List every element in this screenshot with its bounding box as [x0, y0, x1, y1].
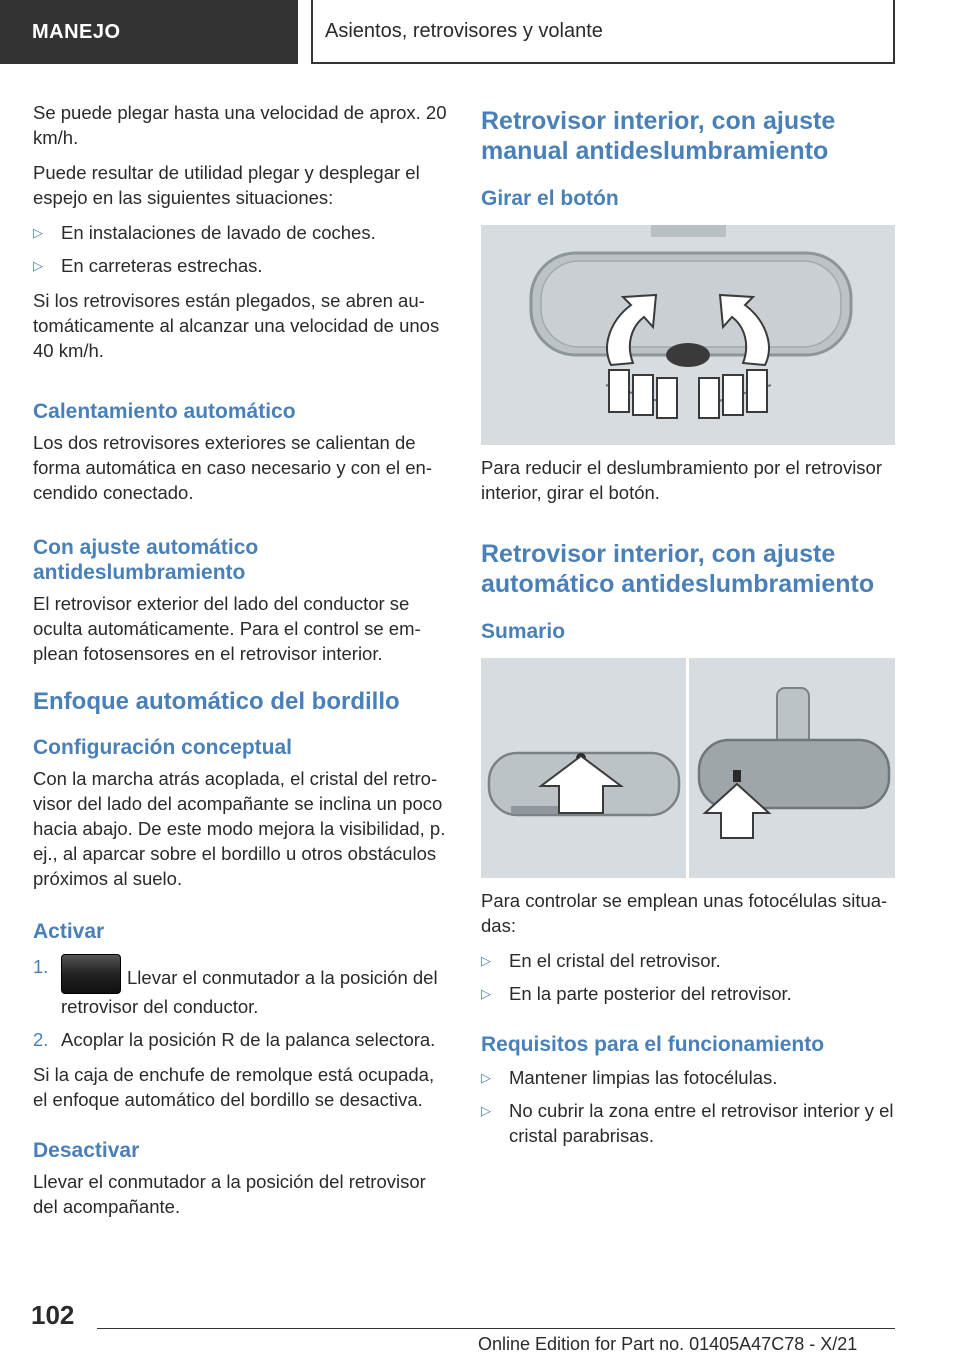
photocell-illustration	[481, 658, 895, 878]
mirror-back-photo	[689, 658, 895, 878]
triangle-bullet-icon: ▷	[481, 986, 491, 1001]
heading-curb: Enfoque automático del bordillo	[33, 688, 400, 715]
bullet-list	[33, 220, 451, 278]
section-label: MANEJO	[32, 20, 121, 43]
paragraph: Si los retrovisores están plegados, se abren automáticamente al alcanzar una velocidad de unos 40 km/h.	[33, 290, 440, 361]
triangle-bullet-icon: ▷	[481, 1070, 491, 1085]
heading-activate: Activar	[33, 920, 105, 943]
list-item: ▷ No cubrir la zona entre el retrovisor interior y el cristal parabrisas.	[481, 1100, 894, 1146]
triangle-bullet-icon: ▷	[481, 1103, 491, 1118]
list-item: ▷ En el cristal del retrovisor.	[481, 950, 721, 971]
left-column	[33, 100, 451, 1229]
triangle-bullet-icon: ▷	[33, 258, 43, 273]
paragraph: Puede resultar de utilidad plegar y desplegar el espejo en las siguientes situaciones:	[33, 162, 420, 208]
paragraph: Se puede plegar hasta una velocidad de aprox. 20 km/h.	[33, 102, 447, 148]
right-column	[481, 100, 897, 1158]
chapter-title: Asientos, retrovisores y volante	[325, 19, 603, 42]
paragraph: El retrovisor exterior del lado del conductor se oculta automáticamente. Para el control se emplean fotosensores en el retrovisor interior.	[33, 593, 421, 664]
heading-turn-button: Girar el botón	[481, 187, 619, 210]
edition-note: Online Edition for Part no. 01405A47C78 - X/21	[478, 1334, 858, 1354]
bullet-list	[481, 1065, 897, 1148]
list-item: ▷ En instalaciones de lavado de coches.	[33, 222, 376, 243]
heading-summary: Sumario	[481, 620, 566, 643]
heading-requirements: Requisitos para el funcionamiento	[481, 1033, 825, 1056]
list-item: ▷ En la parte posterior del retrovisor.	[481, 983, 792, 1004]
triangle-bullet-icon: ▷	[33, 225, 43, 240]
paragraph: Los dos retrovisores exteriores se calientan de forma automática en caso necesario y con el encendido conectado.	[33, 432, 432, 503]
steps-list	[33, 954, 451, 1052]
paragraph: Si la caja de enchufe de remolque está ocupada, el enfoque automático del bordillo se desactiva.	[33, 1064, 435, 1110]
bullet-list	[481, 948, 897, 1006]
mirror-front-photo	[481, 658, 686, 878]
page-number: 102	[31, 1300, 75, 1330]
chapter-header	[311, 0, 895, 64]
list-item: 2. Acoplar la posición R de la palanca selectora.	[33, 1029, 436, 1050]
heading-auto-dim: Con ajuste automático antideslumbramiento	[33, 536, 259, 584]
triangle-bullet-icon: ▷	[481, 953, 491, 968]
list-item: ▷ En carreteras estrechas.	[33, 255, 263, 276]
paragraph: Para reducir el deslumbramiento por el retrovisor interior, girar el botón.	[481, 457, 883, 503]
mirror-knob-illustration	[481, 225, 895, 445]
section-tab	[0, 0, 298, 64]
paragraph: Llevar el conmutador a la posición del retrovisor del acompañante.	[33, 1171, 426, 1217]
heading-concept: Configuración conceptual	[33, 736, 293, 759]
heading-manual-mirror: Retrovisor interior, con ajuste manual antideslumbramiento	[481, 107, 836, 165]
footer-divider	[97, 1328, 895, 1329]
heading-deactivate: Desactivar	[33, 1139, 140, 1162]
list-item: 1. Llevar el conmutador a la posición del retrovisor del conductor.	[33, 956, 438, 1017]
paragraph: Con la marcha atrás acoplada, el cristal del retrovisor del lado del acompañante se inclina un poco hacia abajo. De este modo mejora la visibilidad, p. ej., al aparcar sobre el bordillo u otros obstáculos próximos al suelo.	[33, 768, 446, 889]
list-item: ▷ Mantener limpias las fotocélulas.	[481, 1067, 778, 1088]
heading-automatic-mirror: Retrovisor interior, con ajuste automático antideslumbramiento	[481, 540, 875, 598]
mirror-switch-icon	[61, 954, 121, 994]
paragraph: Para controlar se emplean unas fotocélulas situadas:	[481, 890, 888, 936]
heading-heating: Calentamiento automático	[33, 400, 296, 423]
